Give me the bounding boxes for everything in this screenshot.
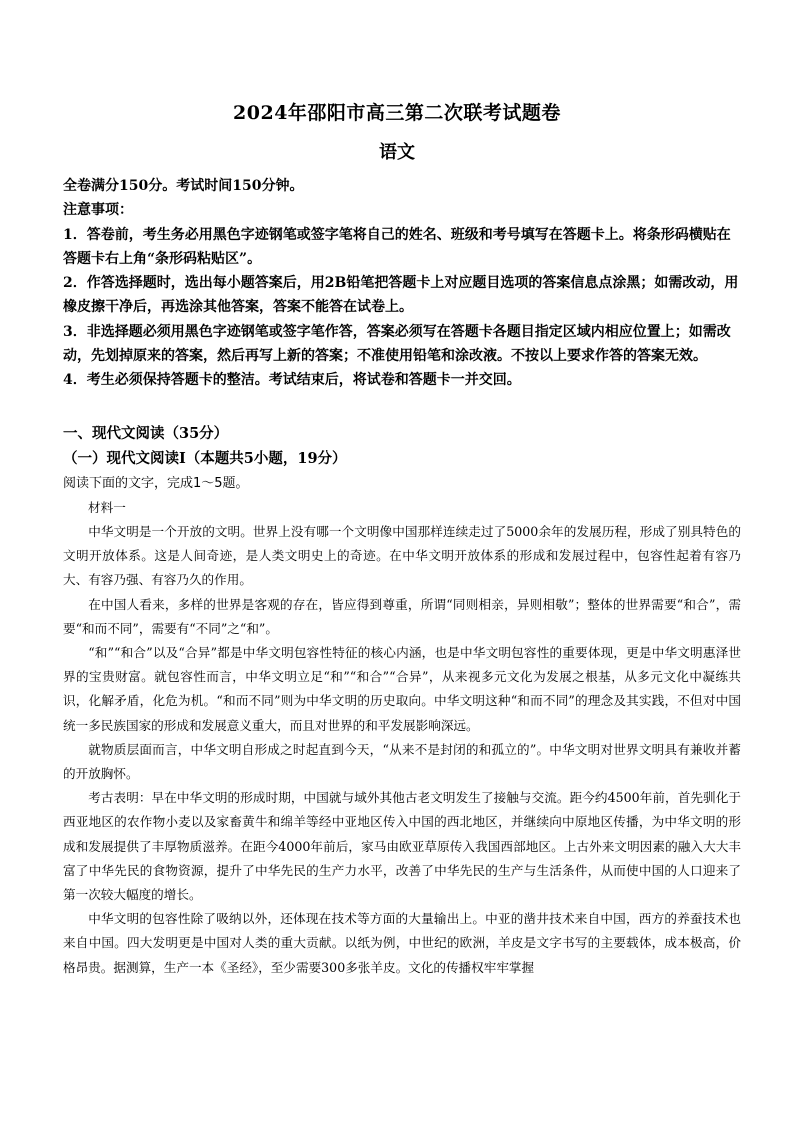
- article-paragraph: 就物质层面而言，中华文明自形成之时起直到今天，“从来不是封闭的和孤立的”。中华文明对世界文明具有兼收并蓄的开放胸怀。: [63, 741, 741, 782]
- article-paragraph: 中华文明是一个开放的文明。世界上没有哪一个文明像中国那样连续走过了5000余年的发展历程，形成了别具特色的文明开放体系。这是人间奇迹，是人类文明史上的奇迹。在中华文明开放体系的形成和发展过程中，包容性起着有容乃大、有容乃强、有容乃久的作用。: [63, 524, 741, 588]
- subject-title: 语文: [379, 142, 415, 163]
- note-item-2: 2．作答选择题时，选出每小题答案后，用2B铅笔把答题卡上对应题目选项的答案信息点涂黑；如需改动，用橡皮擦干净后，再选涂其他答案，答案不能答在试卷上。: [63, 275, 739, 316]
- article-paragraph: 考古表明：早在中华文明的形成时期，中国就与域外其他古老文明发生了接触与交流。距今约4500年前，首先驯化于西亚地区的农作物小麦以及家畜黄牛和绵羊等经中亚地区传入中国的西北地区，并继续向中原地区传播，为中华文明的形成和发展提供了丰厚物质滋养。在距今4000年前后，家马由欧亚草原传入我国西部地区。上古外来文明因素的融入大大丰富了中华先民的食物资源，提升了中华先民的生产力水平，改善了中华先民的生产与生活条件，从而使中国的人口迎来了第一次较大幅度的增长。: [63, 790, 741, 903]
- article-body: [63, 520, 741, 980]
- article-paragraph: 在中国人看来，多样的世界是客观的存在，皆应得到尊重，所谓“同则相亲，异则相敬”；整体的世界需要“和合”，需要“和而不同”，需要有“不同”之“和”。: [63, 596, 741, 636]
- note-item-3: 3．非选择题必须用黑色字迹钢笔或签字笔作答，答案必须写在答题卡各题目指定区域内相应位置上；如需改动，先划掉原来的答案，然后再写上新的答案；不准使用铅笔和涂改液。不按以上要求作答的答案无效。: [63, 323, 731, 365]
- exam-title: 2024年邵阳市高三第二次联考试题卷: [233, 102, 561, 124]
- article-paragraph: 中华文明的包容性除了吸纳以外，还体现在技术等方面的大量输出上。中亚的凿井技术来自中国，西方的养蚕技术也来自中国。四大发明更是中国对人类的重大贡献。以纸为例，中世纪的欧洲，羊皮是文字书写的主要载体，成本极高，价格昂贵。据测算，生产一本《圣经》，至少需要300多张羊皮。文化的传播权牢牢掌握: [63, 911, 741, 975]
- exam-notes: [63, 174, 741, 393]
- full-score-note: 全卷满分150分。考试时间150分钟。: [63, 178, 304, 194]
- subsection-heading: （一）现代文阅读Ⅰ（本题共5小题，19分）: [63, 450, 347, 467]
- note-item-1: 1．答卷前，考生务必用黑色字迹钢笔或签字笔将自己的姓名、班级和考号填写在答题卡上。将条形码横贴在答题卡右上角“条形码粘贴区”。: [63, 226, 731, 267]
- notes-heading: 注意事项：: [63, 202, 133, 219]
- note-item-4: 4．考生必须保持答题卡的整洁。考试结束后，将试卷和答题卡一并交回。: [63, 372, 521, 389]
- article-paragraph: “和”“和合”以及“合异”都是中华文明包容性特征的核心内涵，也是中华文明包容性的重要体现，更是中华文明惠泽世界的宝贵财富。就包容性而言，中华文明立足“和”“和合”“合异”，从来视多元文化为发展之根基，从多元文化中凝练共识，化解矛盾，化危为机。“和而不同”则为中华文明的历史取向。中华文明这种“和而不同”的理念及其实践，不但对中国统一多民族国家的形成和发展意义重大，而且对世界的和平发展影响深远。: [63, 645, 741, 733]
- section-heading: 一、现代文阅读（35分）: [63, 425, 229, 442]
- material-label: 材料一: [88, 500, 126, 515]
- reading-instruction: 阅读下面的文字，完成1～5题。: [63, 476, 249, 491]
